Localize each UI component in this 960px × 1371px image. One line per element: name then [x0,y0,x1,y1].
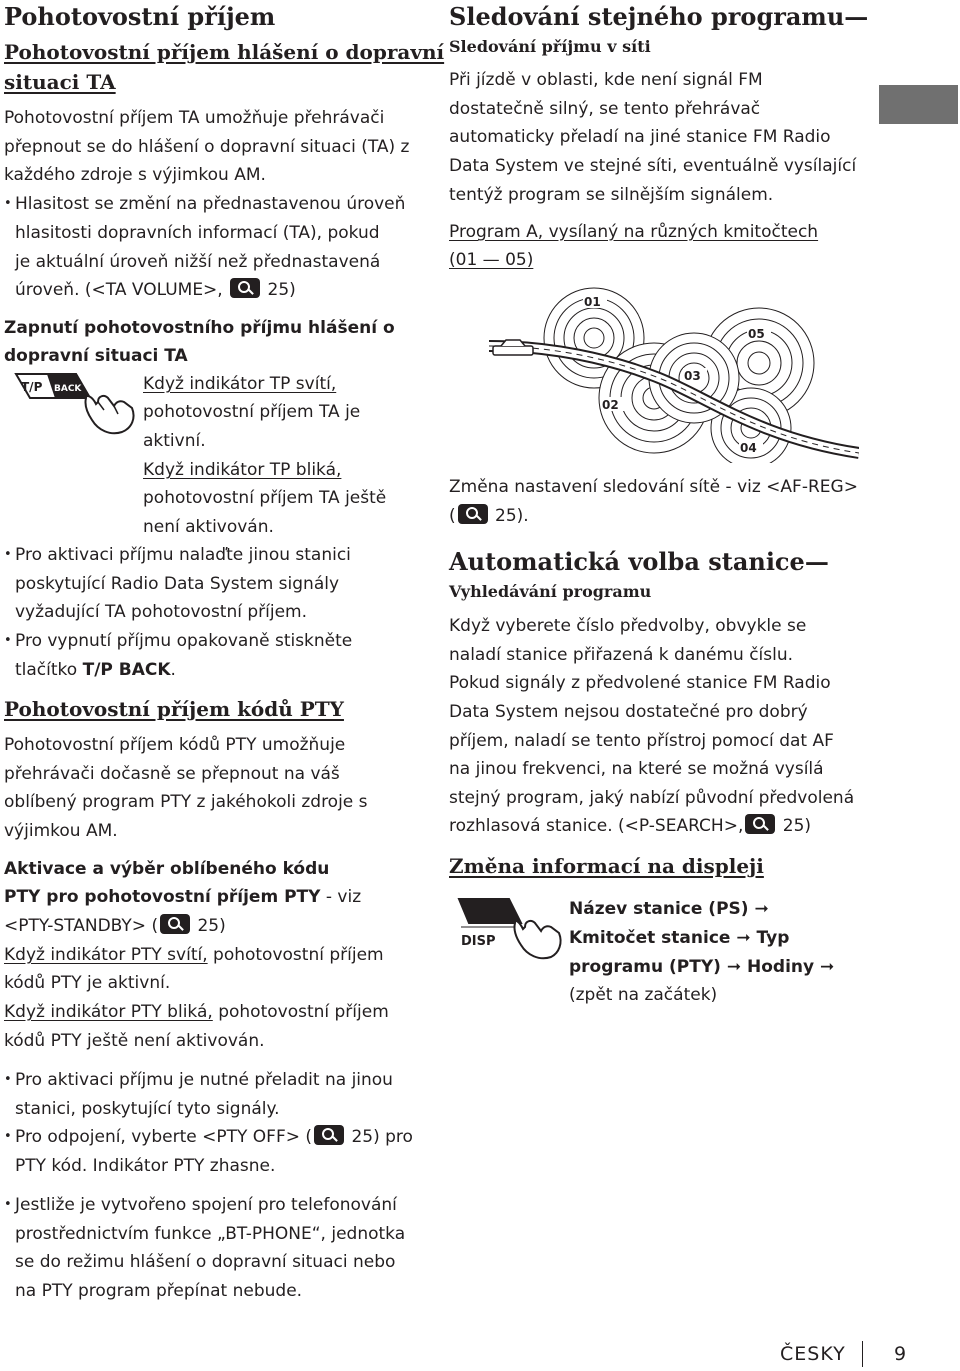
tp-back-key: T/P BACK [82,660,171,680]
tp-blink-line: není aktivován. [143,517,274,537]
follow-text-line: tentýž program se silnějším signálem. [449,185,774,205]
pty-sub-line1: Aktivace a výběr oblíbeného kódu [4,859,330,879]
disp-sequence-line2: Kmitočet stanice ➞ Typ [569,928,790,948]
af-change-line: Změna nastavení sledování sítě - viz <AF-REG> [449,477,858,497]
af-ref: ( 25). [449,506,529,526]
volume-bullet: • Hlasitost se změní na přednastavenou úroveň [4,190,405,219]
station-label: 04 [740,441,757,455]
auto-text-line: příjem, naladí se tento přístroj pomocí dat AF [449,731,834,751]
page-title: Pohotovostní příjem [4,2,276,31]
follow-text-line: automaticky přeladí na jiné stanice FM Radio [449,127,831,147]
pty-intro-line: výjimkou AM. [4,821,118,841]
ta-intro-line: přepnout se do hlášení o dopravní situaci (TA) z [4,137,410,157]
ta-intro-line: každého zdroje s výjimkou AM. [4,165,266,185]
auto-text-line: Pokud signály z předvolené stanice FM Radio [449,673,831,693]
station-label: 05 [748,327,765,341]
disp-button-illustration [455,895,565,965]
program-a-line1: Program A, vysílaný na různých kmitočtech [449,222,819,242]
pty-off-bullet-line: PTY kód. Indikátor PTY zhasne. [15,1156,276,1176]
tp-lit-condition: Když indikátor TP svítí, [143,374,337,394]
station-network-diagram [489,278,859,463]
pty-standby-ref: <PTY-STANDBY> ( 25) [4,916,226,936]
finger-icon [514,921,560,958]
bt-bullet-line: na PTY program přepínat nebude. [15,1281,303,1301]
auto-text-line: Když vyberete číslo předvolby, obvykle se [449,616,807,636]
activate-heading-line1: Zapnutí pohotovostního příjmu hlášení o [4,318,395,338]
follow-title: Sledování stejného programu— [449,2,869,31]
arrow-right-icon: ➞ [726,957,742,977]
auto-subtitle: Vyhledávání programu [449,582,652,601]
volume-bullet-line: je aktuální úroveň nižší než přednastavená [15,252,381,272]
arrow-right-icon: ➞ [736,928,751,948]
disp-label: DISP [461,934,496,949]
follow-subtitle: Sledování příjmu v síti [449,37,651,56]
page-number: 9 [894,1343,907,1365]
station-label: 02 [602,398,619,412]
bt-bullet: • Jestliže je vytvořeno spojení pro telefonování [4,1191,397,1220]
ta-intro-line: Pohotovostní příjem TA umožňuje přehrávači [4,108,385,128]
off-bullet: • Pro vypnutí příjmu opakovaně stiskněte [4,627,352,656]
tp-lit-line: aktivní. [143,431,206,451]
tp-lit-line: pohotovostní příjem TA je [143,402,361,422]
disp-sequence-line1: Název stanice (PS) ➞ [569,899,769,919]
tp-label: T/P [21,380,43,394]
section-tab-marker [879,85,958,124]
pty-heading: Pohotovostní příjem kódů PTY [4,697,344,721]
display-heading: Změna informací na displeji [449,854,764,878]
volume-ref: úroveň. (<TA VOLUME>, 25) [15,280,296,300]
footer-divider [862,1341,863,1367]
ta-heading-line2: situaci TA [4,70,116,94]
pty-intro-line: oblíbený program PTY z jakéhokoli zdroje s [4,792,368,812]
pty-blink-line: Když indikátor PTY bliká, pohotovostní příjem [4,1002,389,1022]
pty-intro-line: Pohotovostní příjem kódů PTY umožňuje [4,735,346,755]
disp-sequence-line3: programu (PTY) ➞ Hodiny ➞ [569,957,835,977]
pty-lit-line: Když indikátor PTY svítí, pohotovostní příjem [4,945,384,965]
finger-icon [85,396,133,433]
auto-text-line: naladí stanice přiřazená k danému číslu. [449,645,794,665]
station-label: 03 [684,369,701,383]
arrow-right-icon: ➞ [820,957,835,977]
pty-off-bullet: • Pro odpojení, vyberte <PTY OFF> ( 25) pro [4,1123,413,1152]
auto-text-line: na jinou frekvenci, na které se možná vysílá [449,759,824,779]
auto-ref: rozhlasová stanice. (<P-SEARCH>, 25) [449,816,812,836]
tune-bullet-line: poskytující Radio Data System signály [15,574,340,594]
follow-text-line: dostatečně silný, se tento přehrávač [449,99,761,119]
follow-text-line: Data System ve stejné síti, eventuálně vysílající [449,156,857,176]
tp-blink-condition: Když indikátor TP bliká, [143,460,342,480]
magnifier-icon [160,914,190,934]
program-a-line2: (01 — 05) [449,250,534,270]
arrow-right-icon: ➞ [754,899,769,919]
pty-intro-line: přehrávači dočasně se přepnout na váš [4,764,340,784]
bt-bullet-line: se do režimu hlášení o dopravní situaci nebo [15,1252,396,1272]
pty-sub-line2: PTY pro pohotovostní příjem PTY - viz [4,887,362,907]
ta-heading-line1: Pohotovostní příjem hlášení o dopravní [4,40,445,64]
auto-text-line: Data System nejsou dostatečné pro dobrý [449,702,808,722]
magnifier-icon [314,1125,344,1145]
pty-blink-line2: kódů PTY ještě není aktivován. [4,1031,265,1051]
off-bullet-line: tlačítko T/P BACK. [15,660,176,680]
auto-text-line: stejný program, jaký nabízí původní předvolená [449,788,855,808]
magnifier-icon [745,814,775,834]
pty-tune-bullet-line: stanici, poskytující tyto signály. [15,1099,280,1119]
magnifier-icon [458,504,488,524]
auto-title: Automatická volba stanice— [449,547,829,576]
follow-text-line: Při jízdě v oblasti, kde není signál FM [449,70,763,90]
disp-return: (zpět na začátek) [569,985,718,1005]
back-label: BACK [54,384,82,394]
station-label: 01 [584,295,601,309]
magnifier-icon [230,278,260,298]
tune-bullet: • Pro aktivaci příjmu nalaďte jinou stanici [4,541,351,570]
bt-bullet-line: prostřednictvím funkce „BT-PHONE“, jednotka [15,1224,406,1244]
pty-lit-line2: kódů PTY je aktivní. [4,973,171,993]
volume-bullet-line: hlasitosti dopravních informací (TA), pokud [15,223,380,243]
tp-blink-line: pohotovostní příjem TA ještě [143,488,387,508]
pty-tune-bullet: • Pro aktivaci příjmu je nutné přeladit na jinou [4,1066,393,1095]
footer-language: ČESKY [780,1343,846,1365]
activate-heading-line2: dopravní situaci TA [4,346,188,366]
tune-bullet-line: vyžadující TA pohotovostní příjem. [15,602,308,622]
tp-back-button-illustration [12,368,142,440]
